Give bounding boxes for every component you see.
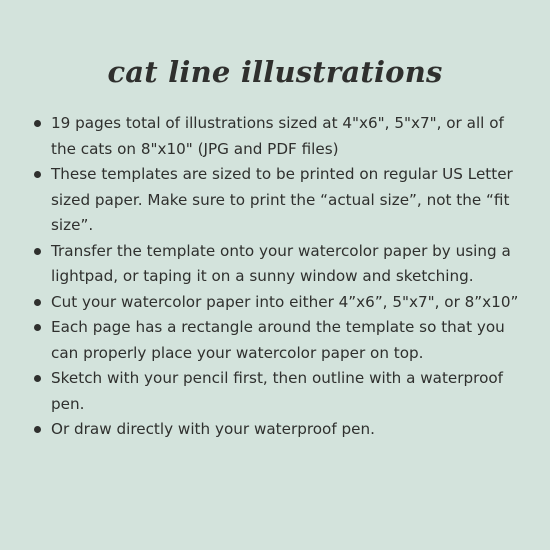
list-item-text: Each page has a rectangle around the template so that you can properly place your watercolor paper on top. bbox=[51, 318, 505, 362]
list-item-text: 19 pages total of illustrations sized at 4"x6", 5"x7", or all of the cats on 8"x10" (JPG and PDF files) bbox=[51, 114, 504, 158]
bullet-icon bbox=[34, 426, 41, 433]
bullet-icon bbox=[34, 299, 41, 306]
bullet-icon bbox=[34, 171, 41, 178]
bullet-icon bbox=[34, 120, 41, 127]
bullet-icon bbox=[34, 324, 41, 331]
list-item-text: These templates are sized to be printed on regular US Letter sized paper. Make sure to print the “actual size”, not the “fit size”. bbox=[51, 165, 513, 234]
list-item bbox=[31, 417, 523, 443]
list-item bbox=[31, 162, 523, 239]
feature-list bbox=[31, 111, 523, 443]
list-item-text: Cut your watercolor paper into either 4”x6”, 5"x7", or 8”x10” bbox=[51, 292, 519, 311]
list-item bbox=[31, 366, 523, 417]
list-item-text: Sketch with your pencil first, then outline with a waterproof pen. bbox=[51, 369, 504, 413]
bullet-icon bbox=[34, 248, 41, 255]
list-item bbox=[31, 111, 523, 162]
page-title: cat line illustrations bbox=[107, 55, 443, 89]
list-item bbox=[31, 290, 523, 316]
list-item-text: Transfer the template onto your watercolor paper by using a lightpad, or taping it on a sunny window and sketching. bbox=[51, 241, 511, 285]
list-item bbox=[31, 239, 523, 290]
list-item bbox=[31, 315, 523, 366]
bullet-icon bbox=[34, 375, 41, 382]
list-item-text: Or draw directly with your waterproof pen. bbox=[51, 420, 375, 438]
